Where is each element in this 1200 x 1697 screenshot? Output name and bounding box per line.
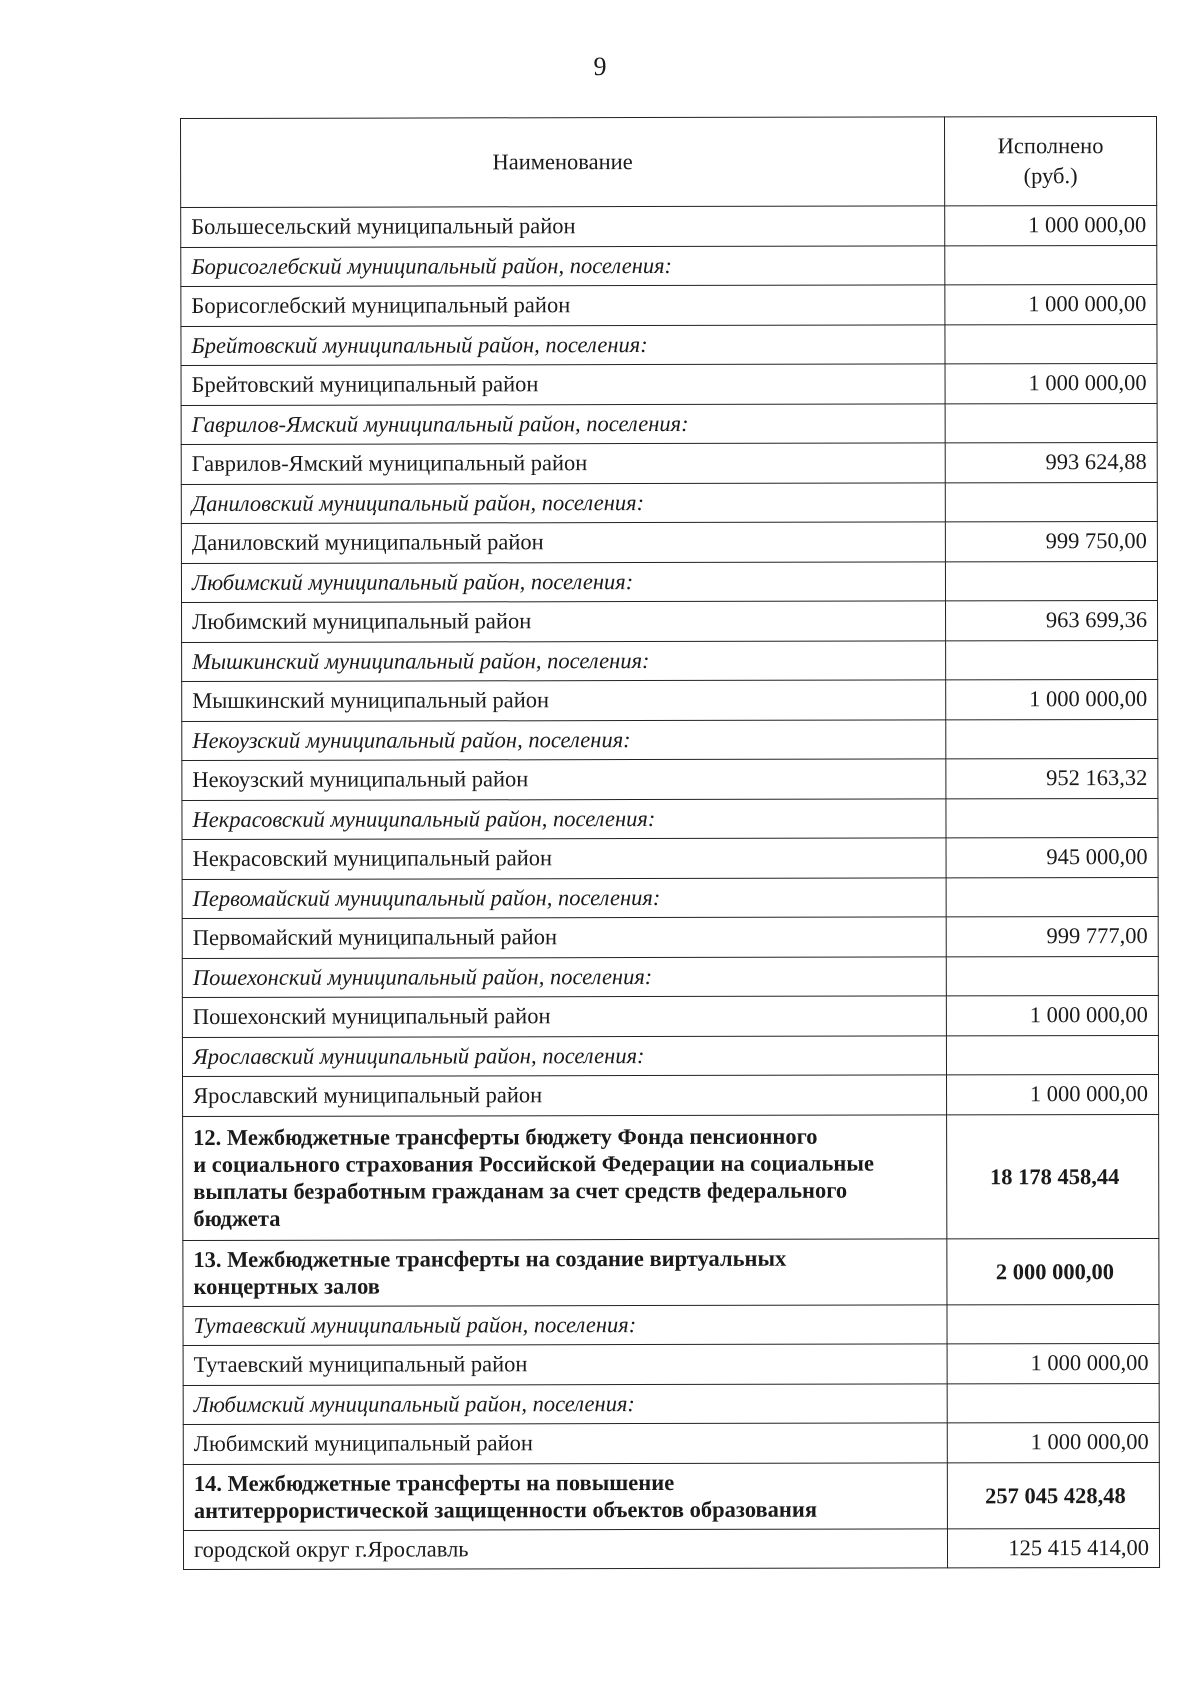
table-row: [183, 1422, 1159, 1464]
row-amount-cell: 2 000 000,00: [947, 1238, 1159, 1304]
table-row: [182, 758, 1158, 800]
row-amount-cell: 1 000 000,00: [946, 679, 1158, 719]
row-name-cell: городской округ г.Ярославль: [183, 1528, 947, 1569]
row-amount-cell: [945, 403, 1157, 443]
row-amount-cell: [945, 324, 1157, 364]
row-amount-cell: [947, 1383, 1159, 1423]
row-name-cell: Брейтовский муниципальный район: [181, 364, 945, 405]
row-amount-cell: [946, 719, 1158, 759]
row-amount-cell: [946, 1035, 1158, 1075]
budget-execution-table: [180, 116, 1160, 1570]
row-name-line: 13. Межбюджетные трансферты на создание виртуальных: [193, 1245, 787, 1272]
row-amount-cell: 18 178 458,44: [947, 1114, 1159, 1238]
row-name-cell: Брейтовский муниципальный район, поселения:: [181, 324, 945, 365]
table-row: [182, 600, 1158, 642]
row-name-line: бюджета: [193, 1205, 281, 1231]
row-name-line: антитеррористической защищенности объектов образования: [193, 1496, 818, 1523]
row-name-line: выплаты безработным гражданам за счет средств федерального: [193, 1177, 848, 1204]
row-name-cell: Борисоглебский муниципальный район, поселения:: [181, 245, 945, 286]
row-name-cell: Даниловский муниципальный район, поселения:: [181, 482, 945, 523]
row-amount-cell: 1 000 000,00: [947, 1422, 1159, 1462]
table-group-row: [181, 245, 1157, 287]
row-name-cell: Тутаевский муниципальный район: [183, 1344, 947, 1385]
row-amount-cell: 1 000 000,00: [945, 205, 1157, 245]
row-name-cell: Ярославский муниципальный район: [183, 1075, 947, 1116]
table-group-row: [182, 877, 1158, 919]
row-name-cell: Любимский муниципальный район: [183, 1423, 947, 1464]
table-group-row: [182, 640, 1158, 682]
table-group-row: [182, 798, 1158, 840]
row-name-cell: Пошехонский муниципальный район: [182, 996, 946, 1037]
row-amount-cell: 999 777,00: [946, 916, 1158, 956]
column-header-amount-line1: Исполнено: [997, 133, 1104, 159]
table-body: [181, 205, 1160, 1569]
row-amount-cell: 1 000 000,00: [945, 363, 1157, 403]
row-name-cell: Некрасовский муниципальный район, поселения:: [182, 798, 946, 839]
row-name-cell: Любимский муниципальный район, поселения:: [181, 561, 945, 602]
row-name-cell: Некоузский муниципальный район: [182, 759, 946, 800]
row-amount-cell: [946, 956, 1158, 996]
table-group-row: [182, 1035, 1158, 1077]
row-name-cell: Первомайский муниципальный район: [182, 917, 946, 958]
row-amount-cell: 999 750,00: [945, 521, 1157, 561]
row-amount-cell: 963 699,36: [946, 600, 1158, 640]
column-header-amount: [944, 116, 1156, 205]
row-name-cell: Большесельский муниципальный район: [181, 206, 945, 247]
table-section-row: [183, 1462, 1159, 1530]
table-row: [181, 363, 1157, 405]
table-row: [181, 521, 1157, 563]
row-name-cell: Мышкинский муниципальный район, поселения:: [182, 640, 946, 681]
column-header-name: Наименование: [181, 117, 945, 208]
table-row: [183, 1074, 1159, 1116]
table-header-row: [181, 116, 1157, 207]
row-name-cell: [183, 1238, 947, 1306]
row-name-cell: Даниловский муниципальный район: [181, 522, 945, 563]
row-amount-cell: 1 000 000,00: [947, 1343, 1159, 1383]
table-group-row: [183, 1304, 1159, 1346]
table-group-row: [181, 403, 1157, 445]
row-amount-cell: 125 415 414,00: [947, 1528, 1159, 1568]
page-number: 9: [593, 52, 607, 81]
table-row: [182, 916, 1158, 958]
row-name-line: и социального страхования Российской Федерации на социальные: [193, 1150, 874, 1177]
table-row: [181, 442, 1157, 484]
table-group-row: [181, 324, 1157, 366]
row-amount-cell: [946, 640, 1158, 680]
row-name-cell: Гаврилов-Ямский муниципальный район, поселения:: [181, 403, 945, 444]
row-amount-cell: [945, 245, 1157, 285]
table-group-row: [182, 719, 1158, 761]
table-group-row: [181, 561, 1157, 603]
column-header-amount-line2: (руб.): [1023, 163, 1078, 189]
table-row: [182, 679, 1158, 721]
table-group-row: [181, 482, 1157, 524]
row-name-line: концертных залов: [193, 1273, 380, 1299]
row-amount-cell: [946, 877, 1158, 917]
row-name-cell: [183, 1462, 947, 1530]
table-section-row: [183, 1114, 1159, 1240]
row-name-cell: Ярославский муниципальный район, поселения:: [182, 1035, 946, 1076]
table-row: [183, 1528, 1159, 1570]
row-name-cell: Мышкинский муниципальный район: [182, 680, 946, 721]
row-amount-cell: 257 045 428,48: [947, 1462, 1159, 1528]
table-row: [183, 1343, 1159, 1385]
row-amount-cell: [945, 482, 1157, 522]
table-group-row: [183, 1383, 1159, 1425]
row-name-cell: Тутаевский муниципальный район, поселения:: [183, 1304, 947, 1345]
row-name-cell: Любимский муниципальный район: [182, 601, 946, 642]
row-name-cell: Некоузский муниципальный район, поселения:: [182, 719, 946, 760]
row-amount-cell: [947, 1304, 1159, 1344]
table-section-row: [183, 1238, 1159, 1306]
row-name-cell: Любимский муниципальный район, поселения:: [183, 1383, 947, 1424]
row-amount-cell: [946, 798, 1158, 838]
row-name-cell: Некрасовский муниципальный район: [182, 838, 946, 879]
row-name-cell: Борисоглебский муниципальный район: [181, 285, 945, 326]
table-row: [182, 837, 1158, 879]
table-row: [182, 995, 1158, 1037]
row-name-line: 14. Межбюджетные трансферты на повышение: [193, 1469, 675, 1496]
row-name-cell: Гаврилов-Ямский муниципальный район: [181, 443, 945, 484]
row-amount-cell: 993 624,88: [945, 442, 1157, 482]
row-name-cell: Пошехонский муниципальный район, поселения:: [182, 956, 946, 997]
row-amount-cell: 1 000 000,00: [947, 1074, 1159, 1114]
row-amount-cell: [945, 561, 1157, 601]
row-amount-cell: 945 000,00: [946, 837, 1158, 877]
table-row: [181, 284, 1157, 326]
table-group-row: [182, 956, 1158, 998]
row-amount-cell: 952 163,32: [946, 758, 1158, 798]
row-name-line: 12. Межбюджетные трансферты бюджету Фонда пенсионного: [193, 1123, 818, 1150]
row-amount-cell: 1 000 000,00: [946, 995, 1158, 1035]
row-amount-cell: 1 000 000,00: [945, 284, 1157, 324]
row-name-cell: Первомайский муниципальный район, поселения:: [182, 877, 946, 918]
row-name-cell: [183, 1114, 947, 1240]
table-row: [181, 205, 1157, 247]
